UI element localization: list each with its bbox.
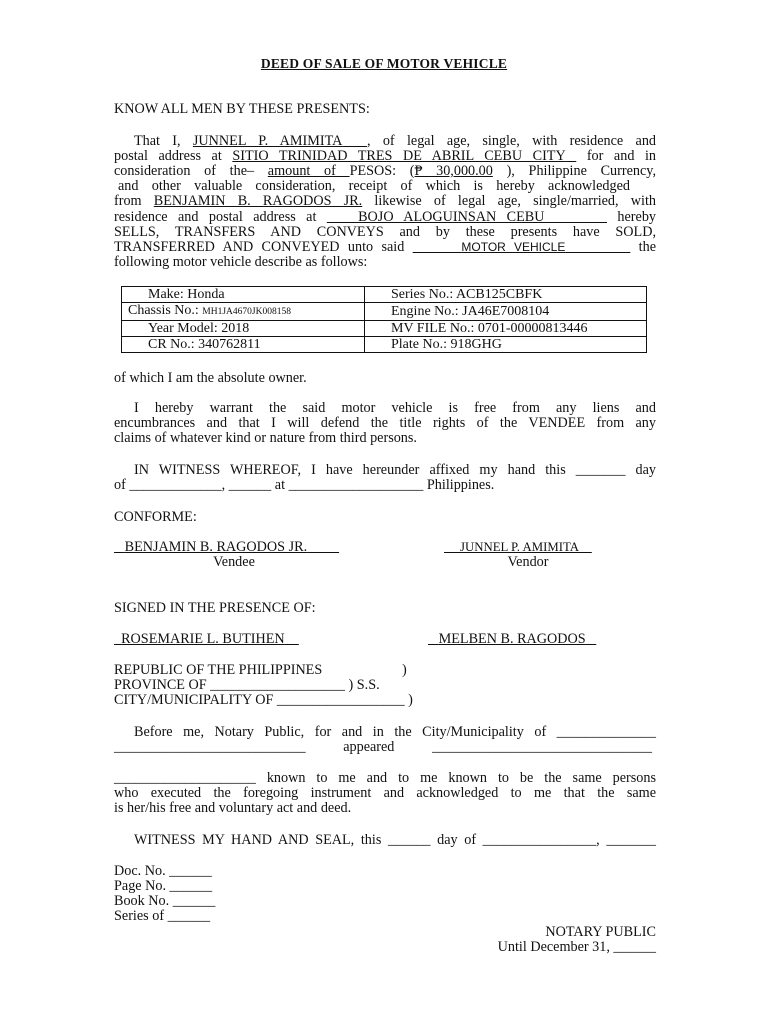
notary-line-2: ___________________________ appeared _______________________________ xyxy=(114,739,652,755)
republic-line-1-paren: ) xyxy=(402,662,407,678)
vendee-role: Vendee xyxy=(213,554,255,570)
chassis-cell: Chassis No.: MH1JA4670JK008158 xyxy=(122,303,365,321)
vendee-address-field: BOJO ALOGUINSAN CEBU xyxy=(358,209,545,225)
presence-label: SIGNED IN THE PRESENCE OF: xyxy=(114,600,316,616)
vendor-name-field: JUNNEL P. AMIMITA xyxy=(192,133,343,149)
warrant-line-3: claims of whatever kind or nature from third persons. xyxy=(114,430,417,446)
p1-line-4: and other valuable consideration, receipt of which is hereby acknowledged xyxy=(118,178,630,194)
owner-line: of which I am the absolute owner. xyxy=(114,370,307,386)
year-cell: Year Model: 2018 xyxy=(122,321,365,337)
notary-line-4: who executed the foregoing instrument and acknowledged to me that the same xyxy=(114,785,656,801)
p1-line-8: TRANSFERRED AND CONVEYED unto said MOTOR VEHICLE the xyxy=(114,239,656,255)
mvfile-cell: MV FILE No.: 0701-00000813446 xyxy=(365,321,647,337)
make-cell: Make: Honda xyxy=(122,287,365,303)
amount-field: ₱ 30,000.00 xyxy=(414,163,493,179)
witness-line-2: of _____________, ______ at ___________________ Philippines. xyxy=(114,477,495,493)
notary-line-3: ____________________ known to me and to me known to be the same persons xyxy=(114,770,656,786)
republic-line-1: REPUBLIC OF THE PHILIPPINES xyxy=(114,662,323,678)
witness-1-name: ROSEMARIE L. BUTIHEN xyxy=(121,631,285,647)
vendee-name-field: BENJAMIN B. RAGODOS JR. xyxy=(153,193,363,209)
series-cell: Series No.: ACB125CBFK xyxy=(365,287,647,303)
witness-2-name: MELBEN B. RAGODOS xyxy=(438,631,586,647)
notary-line-1: Before me, Notary Public, for and in the City/Municipality of ______________ xyxy=(134,724,656,740)
vendor-address-field: SITIO TRINIDAD TRES DE ABRIL CEBU CITY xyxy=(232,148,566,164)
p1-line-5: from BENJAMIN B. RAGODOS JR. likewise of legal age, single/married, with xyxy=(114,193,656,209)
notary-line-5: is her/his free and voluntary act and deed. xyxy=(114,800,352,816)
document-title: DEED OF SALE OF MOTOR VEHICLE xyxy=(260,56,508,71)
p1-line-3: consideration of the– amount of PESOS: (₱ 30,000.00 ), Philippine Currency, xyxy=(114,163,656,179)
p1-line-2: postal address at SITIO TRINIDAD TRES DE ABRIL CEBU CITY for and in xyxy=(114,148,656,164)
doc-no: Doc. No. ______ xyxy=(114,863,212,879)
p1-line-7: SELLS, TRANSFERS AND CONVEYS and by these presents have SOLD, xyxy=(114,224,656,240)
book-no: Book No. ______ xyxy=(114,893,216,909)
table-row xyxy=(122,287,647,303)
witness-line-1: IN WITNESS WHEREOF, I have hereunder affixed my hand this _______ day xyxy=(134,462,656,478)
vehicle-details-table xyxy=(121,286,647,353)
vendee-signature-name: BENJAMIN B. RAGODOS JR. xyxy=(124,539,308,555)
plate-cell: Plate No.: 918GHG xyxy=(365,337,647,353)
p1-line-1: That I, JUNNEL P. AMIMITA , of legal age, single, with residence and xyxy=(134,133,657,149)
notary-public-label: NOTARY PUBLIC xyxy=(545,924,656,940)
warrant-line-1: I hereby warrant the said motor vehicle is free from any liens and xyxy=(134,400,656,416)
table-row xyxy=(122,337,647,353)
conforme-label: CONFORME: xyxy=(114,509,197,525)
p1-line-9: following motor vehicle describe as follows: xyxy=(114,254,368,270)
cr-cell: CR No.: 340762811 xyxy=(122,337,365,353)
notary-line-6: WITNESS MY HAND AND SEAL, this ______ day of ________________, _______ xyxy=(134,832,656,848)
p1-line-6: residence and postal address at BOJO ALOGUINSAN CEBU hereby xyxy=(114,209,657,225)
unto-field: MOTOR VEHICLE xyxy=(461,240,566,254)
page-no: Page No. ______ xyxy=(114,878,213,894)
republic-line-3: CITY/MUNICIPALITY OF __________________ ) xyxy=(114,692,413,708)
vendor-role: Vendor xyxy=(507,554,549,570)
engine-cell: Engine No.: JA46E7008104 xyxy=(365,303,647,321)
vendor-signature-name: JUNNEL P. AMIMITA xyxy=(460,540,580,554)
republic-line-2: PROVINCE OF ___________________ ) S.S. xyxy=(114,677,380,693)
table-row xyxy=(122,303,647,321)
until-line: Until December 31, ______ xyxy=(497,939,656,955)
intro-line: KNOW ALL MEN BY THESE PRESENTS: xyxy=(114,101,370,117)
series-of: Series of ______ xyxy=(114,908,211,924)
warrant-line-2: encumbrances and that I will defend the title rights of the VENDEE from any xyxy=(114,415,656,431)
table-row xyxy=(122,321,647,337)
